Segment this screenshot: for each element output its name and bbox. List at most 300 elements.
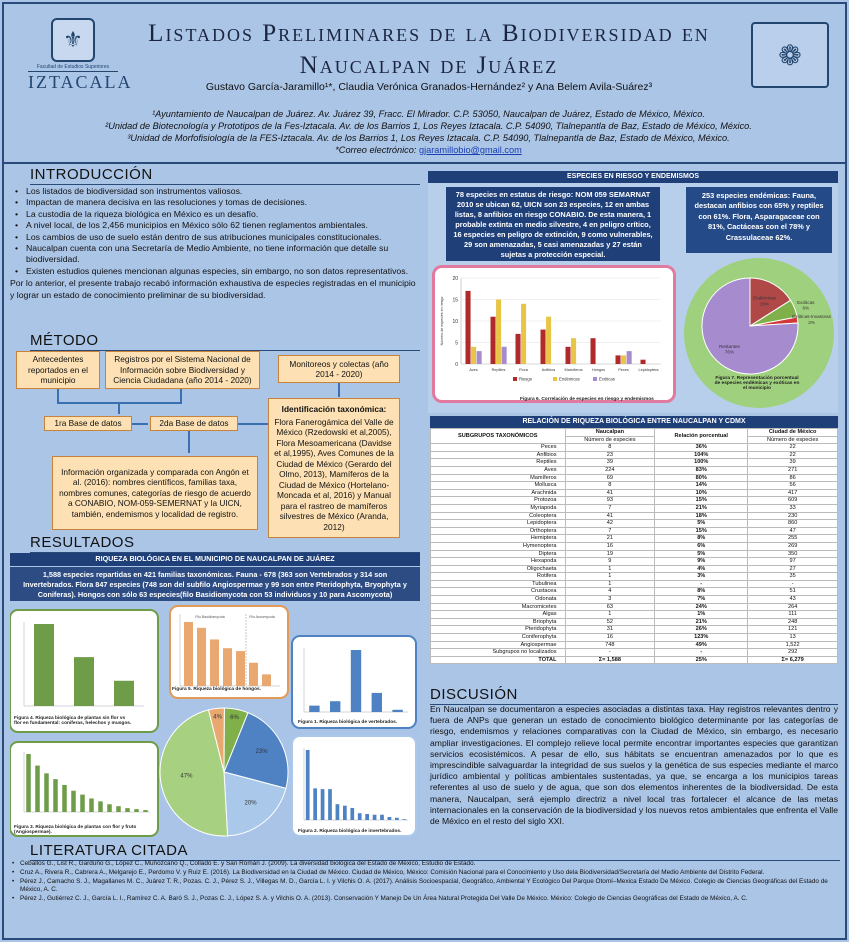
cell-naucalpan: 1 (565, 565, 655, 573)
cell-subgroup: Peces (431, 444, 566, 452)
cell-cdmx: Σ= 6,279 (748, 656, 838, 664)
intro-closing: Por lo anterior, el presente trabajo recabó información exhaustiva de especies registradas en el municipio y lograr un estado de conocimiento preliminar de su biodiversidad. (10, 278, 416, 300)
cell-cdmx: 269 (748, 542, 838, 550)
bar-riesgo (516, 334, 521, 364)
cell-relation: 6% (655, 542, 748, 550)
cell-relation: - (655, 649, 748, 657)
fig4-caption: Figura 4. Riqueza biológica de plantas sin flor vs flor en fundamental: coniferas, helechos y musgos. (14, 716, 132, 726)
cell-naucalpan: 19 (565, 550, 655, 558)
bar-riesgo (566, 347, 571, 364)
mini-bar (210, 639, 219, 686)
cell-cdmx: 111 (748, 611, 838, 619)
risk-text: 78 especies en estatus de riesgo: NOM 059 SEMARNAT 2010 se ubican 62, UICN son 23 especies, 12 en ambas listas, 8 anfibios en riesgo CONABIO. De esta manera, 1 probable extinta en medio silvestre, 4 en peligro crítico, 16 especies en peligro de extinción, 9 como vulnerables, 29 son amenazadas, 5 casi amenazadas y 27 están sujetas a protección especial. (446, 187, 660, 261)
table-row (431, 482, 838, 490)
cell-relation: 10% (655, 489, 748, 497)
y-tick-label: 0 (455, 362, 458, 368)
mini-bar (249, 663, 258, 686)
cell-cdmx: 43 (748, 596, 838, 604)
cell-subgroup: Macromicetes (431, 603, 566, 611)
cell-subgroup: Lepidoptera (431, 520, 566, 528)
cell-relation: 18% (655, 512, 748, 520)
mini-bar (34, 624, 54, 706)
cell-subgroup: Angiospermae (431, 641, 566, 649)
cell-subgroup: Oligochaeta (431, 565, 566, 573)
mini-bar (223, 648, 232, 686)
cell-subgroup: Mamíferos (431, 474, 566, 482)
cell-naucalpan: 7 (565, 527, 655, 535)
cell-relation: 15% (655, 497, 748, 505)
bar-riesgo (641, 360, 646, 364)
table-row (431, 542, 838, 550)
table-row (431, 504, 838, 512)
poster-header (4, 4, 845, 164)
cell-relation: 100% (655, 459, 748, 467)
cell-naucalpan: 748 (565, 641, 655, 649)
cell-cdmx: 22 (748, 444, 838, 452)
table-row (431, 527, 838, 535)
connector (118, 402, 120, 414)
pie-label: 76% (724, 349, 735, 355)
th-sub-cdmx: Número de especies (748, 436, 838, 444)
reference-item: • Pérez J., Camacho S. J., Magallanes M. C., Juárez T. R., Pozas. C. J., Pérez S. J., Villegas M. D., García L. I. y Vilchis O. A. (2017). Análisis Socioespacial, Geográfico, Ambiental Y Ecológico Del Parque Otomí–Mexica Estado De México. Colegio de Ciencias Geográficas del Estado de México, A. C. (10, 878, 840, 895)
cell-relation: 83% (655, 466, 748, 474)
table-row (431, 626, 838, 634)
pie-label: 4% (213, 714, 222, 721)
box-identificacion (268, 398, 400, 538)
fes-iztacala-logo (28, 18, 133, 92)
cell-relation: 26% (655, 626, 748, 634)
box-base-datos-1: 1ra Base de datos (44, 416, 132, 431)
table-row (431, 603, 838, 611)
richness-table (430, 428, 838, 664)
reference-item: • Pérez J., Gutiérrez C. J., García L. I., Ramírez C. A. Baró S. J., Pozas C. J., López S. A. y Vilchis O. A. (2013). Conservación Y Manejo De Un Área Natural Protegida Del Valle De México. México: Colegio de Ciencias Geográficas del Estado de México, A. C. (10, 895, 840, 903)
cell-cdmx: 35 (748, 573, 838, 581)
cell-relation: 4% (655, 565, 748, 573)
connector (57, 389, 59, 403)
mini-bar (350, 808, 354, 820)
endemic-text: 253 especies endémicas: Fauna, destacan anfibios con 65% y reptiles con 61%. Flora, Asparagaceae con 81%, Cactáceas con el 78% y Crassulaceae 62%. (686, 187, 832, 253)
cell-naucalpan: 1 (565, 611, 655, 619)
intro-heading: INTRODUCCIÓN (30, 166, 420, 185)
bar-endémicas (546, 317, 551, 364)
cell-subgroup: Orthoptera (431, 527, 566, 535)
mini-bar (402, 819, 406, 820)
ident-title: Identificación taxonómica: (281, 404, 387, 414)
mini-bar (62, 785, 67, 812)
cell-naucalpan: 224 (565, 466, 655, 474)
cell-subgroup: Coniferophyta (431, 634, 566, 642)
cell-subgroup: Pteridophyta (431, 626, 566, 634)
fig2-panel (292, 736, 416, 836)
mini-bar (343, 806, 347, 820)
cell-relation: 5% (655, 520, 748, 528)
table-row (431, 520, 838, 528)
y-tick-label: 5 (455, 340, 458, 347)
cell-relation: 5% (655, 550, 748, 558)
cell-relation: - (655, 580, 748, 588)
connector (238, 423, 268, 425)
cell-subgroup: Diptera (431, 550, 566, 558)
discussion-heading: DISCUSIÓN (430, 686, 838, 705)
mini-bar (98, 801, 103, 812)
bar-endémicas (571, 338, 576, 364)
email-link[interactable]: gjaramillobio@gmail.com (418, 145, 522, 155)
bar-riesgo (591, 338, 596, 364)
results-panel-title: RIQUEZA BIOLÓGICA EN EL MUNICIPIO DE NAUCALPAN DE JUÁREZ (10, 553, 420, 566)
cell-naucalpan: 39 (565, 459, 655, 467)
title-line-1: Listados Preliminares de la Biodiversidad en (148, 20, 710, 47)
cell-cdmx: 417 (748, 489, 838, 497)
mini-bar (262, 674, 271, 686)
pie-label: Exóticas-Invasoras (792, 314, 831, 320)
poster-title (134, 18, 724, 82)
bar-riesgo (541, 330, 546, 364)
cell-subgroup: Myriapoda (431, 504, 566, 512)
mini-bar (80, 795, 85, 812)
cell-cdmx: 51 (748, 588, 838, 596)
mini-bar (336, 804, 340, 820)
results-summary: 1,588 especies repartidas en 421 familias taxonómicas. Fauna - 678 (363 son Vertebrados y 314 son Invertebrados. Flora 847 especies (748 son del subfilo Angiospermae y 99 son entre Pteridophyta, Bryophyta y Coniferas). Hongos con sólo 63 especies(filo Basidiomycota con 53 individuos y 10 para Ascomycota) (10, 567, 420, 601)
mini-bar (26, 754, 31, 812)
fig3-panel (10, 742, 158, 836)
table-row (431, 634, 838, 642)
cell-cdmx: 271 (748, 466, 838, 474)
unam-seal-icon: ⚜ (51, 18, 95, 62)
cell-relation: 36% (655, 444, 748, 452)
legend-label: Exóticas (599, 376, 615, 382)
mini-bar (197, 628, 206, 686)
mini-bar (89, 798, 94, 812)
table-row (431, 451, 838, 459)
mini-bar (71, 791, 76, 812)
cell-cdmx: 292 (748, 649, 838, 657)
cell-cdmx: 56 (748, 482, 838, 490)
connector (188, 431, 190, 453)
mini-bar (306, 750, 310, 820)
cell-naucalpan: 7 (565, 504, 655, 512)
th-naucalpan: Naucalpan (565, 429, 655, 437)
table-row (431, 580, 838, 588)
table-row (431, 588, 838, 596)
mini-bar (114, 681, 134, 706)
table-row (431, 466, 838, 474)
ident-body: Flora Fanerogámica del Valle de México (Rzedowski et al,2005), Flora Mesoamericana (Davidse et al,1995), Aves Comunes de la Ciudad de México (Gerardo del Olmo, 2013), Mamíferos de la Ciudad de México (Hortelano-Moncada et al, 2016) y Manual para el rastreo de mamíferos silvestres de México (Aranda, 2012) (274, 416, 394, 532)
cell-subgroup: Aves (431, 466, 566, 474)
cell-cdmx: 33 (748, 504, 838, 512)
x-tick-label: Mamíferos (564, 368, 583, 372)
mini-bar (365, 814, 369, 820)
cell-subgroup: Tubulinea (431, 580, 566, 588)
cell-naucalpan: 16 (565, 542, 655, 550)
cell-relation: 8% (655, 535, 748, 543)
cell-cdmx: 27 (748, 565, 838, 573)
pie-label: 6% (230, 715, 239, 722)
th-relation: Relación porcentual (655, 429, 748, 444)
x-tick-label: Flora (519, 368, 528, 372)
cell-naucalpan: 8 (565, 444, 655, 452)
cell-naucalpan: 1 (565, 580, 655, 588)
cell-relation: 25% (655, 656, 748, 664)
mini-bar (372, 693, 382, 712)
affiliation-2: ²Unidad de Biotecnología y Prototipos de la Fes-Iztacala. Av. de los Barrios 1, Los Reyes Iztacala. C.P. 54090, Tlalnepantla de Baz, Estado de México, México. (105, 121, 752, 131)
fig2-caption: Figura 2. Riqueza biológica de invertebrados. (298, 829, 402, 834)
title-line-2: Naucalpan de Juárez (299, 52, 559, 79)
x-tick-label: Lepidoptera (638, 368, 659, 372)
table-row (431, 641, 838, 649)
cell-cdmx: 860 (748, 520, 838, 528)
legend-label: Riesgo (519, 376, 533, 382)
pie-label: 23% (255, 749, 268, 756)
cell-subgroup: Algas (431, 611, 566, 619)
intro-bullet: • Existen estudios quienes mencionan algunas especies, sin embargo, no son datos representativos. (10, 266, 420, 277)
fig3-caption: Figura 3. Riqueza biológica de plantas con flor y fruto (Angiospermae). (14, 825, 137, 835)
cell-relation: 14% (655, 482, 748, 490)
box-monitoreos: Monitoreos y colectas (año 2014 - 2020) (278, 355, 400, 383)
logo-subtitle: Facultad de Estudios Superiores (36, 64, 110, 70)
cell-subgroup: Coleoptera (431, 512, 566, 520)
bar-endémicas (621, 355, 626, 364)
fig5-group-label: Filo Ascomycota (249, 615, 275, 619)
table-row (431, 444, 838, 452)
fig5-caption: Figura 5. Riqueza biológica de hongos. (172, 687, 262, 692)
mini-bar (35, 766, 40, 812)
bar-riesgo (466, 291, 471, 364)
y-tick-label: 10 (452, 319, 458, 325)
cell-cdmx: 1,522 (748, 641, 838, 649)
pie-label: Exóticas (797, 299, 815, 305)
cell-naucalpan: 63 (565, 603, 655, 611)
cell-relation: 21% (655, 504, 748, 512)
table-panel-title: RELACIÓN DE RIQUEZA BIOLÓGICA ENTRE NAUCALPAN Y CDMX (430, 416, 838, 428)
cell-naucalpan: 9 (565, 558, 655, 566)
cell-naucalpan: 4 (565, 588, 655, 596)
intro-bullet: • Impactan de manera decisiva en las resoluciones y tomas de decisiones. (10, 197, 420, 208)
th-cdmx: Ciudad de México (748, 429, 838, 437)
mini-bar (53, 779, 58, 812)
intro-bullet: • La custodia de la riqueza biológica en México es un desafío. (10, 209, 420, 220)
cell-relation: 80% (655, 474, 748, 482)
y-axis-label: Número de especies en riesgo (440, 296, 444, 346)
cell-subgroup: Odonata (431, 596, 566, 604)
literature-heading: LITERATURA CITADA (30, 842, 840, 861)
cell-naucalpan: 41 (565, 512, 655, 520)
cell-naucalpan: 52 (565, 618, 655, 626)
cell-cdmx: 39 (748, 459, 838, 467)
mini-bar (351, 650, 361, 712)
th-subgroups: SUBGRUPOS TAXONÓMICOS (431, 429, 566, 444)
mini-bar (392, 710, 402, 712)
reference-item: • Cruz A., Rivera R., Cabrera A., Melgarejo E., Perdomo V. y Ruiz E. (2016). La Biodiversidad en la Ciudad de México. Ciudad de México, México: Comisión Nacional para el Conocimiento y Uso dela Biodiversidad/Secretaría del Medio Ambiente del Distrito Federal. (10, 869, 840, 877)
box-antecedentes: Antecedentes reportados en el municipio (16, 351, 100, 389)
bar-exóticas (502, 347, 507, 364)
cell-relation: 49% (655, 641, 748, 649)
fig1-caption: Figura 1. Riqueza biológica de vertebrados. (298, 720, 398, 725)
bar-exóticas (627, 351, 632, 364)
bar-endémicas (471, 347, 476, 364)
fig6-caption: Figura 6. Correlación de especies en riesgo y endemismos (520, 397, 654, 402)
mini-bar (373, 815, 377, 820)
cell-subgroup: Subgrupos no localizados (431, 649, 566, 657)
results-pie (160, 708, 288, 836)
cell-relation: 7% (655, 596, 748, 604)
table-row (431, 535, 838, 543)
table-row (431, 489, 838, 497)
pie-label: 16% (759, 301, 770, 307)
affiliations (8, 108, 849, 156)
bar-endémicas (496, 300, 501, 365)
mini-bar (143, 810, 148, 812)
table-row (431, 459, 838, 467)
fig7-caption: Figura 7. Representación porcentual de especies endémicas y exóticas en el municipio (714, 376, 800, 391)
mini-bar (44, 773, 49, 812)
fig5-group-label: Filo Basidiomycota (195, 615, 225, 619)
cell-subgroup: Hymenoptera (431, 542, 566, 550)
results-heading: RESULTADOS (30, 534, 420, 553)
table-row (431, 596, 838, 604)
fig6-panel (432, 265, 676, 403)
authors: Gustavo García-Jaramillo¹*, Claudia Verónica Granados-Hernández² y Ana Belem Avila-Suárez³ (205, 81, 653, 93)
affiliation-1: ¹Ayuntamiento de Naucalpan de Juárez. Av. Juárez 39, Fracc. El Mirador. C.P. 53050, Naucalpan de Juárez, Estado de México, México. (152, 109, 705, 119)
x-tick-label: Anfibios (541, 368, 556, 372)
cell-subgroup: Reptiles (431, 459, 566, 467)
cell-cdmx: 255 (748, 535, 838, 543)
bar-endémicas (521, 304, 526, 364)
cell-cdmx: 22 (748, 451, 838, 459)
cell-cdmx: 264 (748, 603, 838, 611)
table-row (431, 550, 838, 558)
intro-bullet: • Naucalpan cuenta con una Secretaría de Medio Ambiente, no tiene información que detalle su biodiversidad. (10, 243, 420, 266)
mini-bar (380, 815, 384, 820)
cell-relation: 1% (655, 611, 748, 619)
legend-label: Endémicas (559, 376, 580, 382)
cell-naucalpan: 16 (565, 634, 655, 642)
fig6-chart (435, 268, 673, 400)
cell-naucalpan: 1 (565, 573, 655, 581)
pie-label: 47% (180, 773, 193, 780)
connector (180, 389, 182, 403)
connector (338, 383, 340, 397)
cell-naucalpan: 8 (565, 482, 655, 490)
cell-relation: 123% (655, 634, 748, 642)
mini-bar (358, 813, 362, 820)
pie-label: Restantes (719, 343, 740, 349)
cell-cdmx: 13 (748, 634, 838, 642)
cell-cdmx: 230 (748, 512, 838, 520)
box-informacion: Información organizada y comparada con Angón et al. (2016): nombres científicos, familias taxa, nombres comunes, categorías de riesgo de acuerdo a CONABIO, NOM-059-SEMERNAT y la UICN, también, endemismos y localidad de registro. (52, 456, 258, 530)
mini-bar (74, 657, 94, 706)
mini-bar (395, 818, 399, 820)
cell-naucalpan: 69 (565, 474, 655, 482)
email-line (8, 144, 849, 156)
cell-relation: 9% (655, 558, 748, 566)
cell-relation: 8% (655, 588, 748, 596)
cell-subgroup: Hemiptera (431, 535, 566, 543)
cell-naucalpan: 41 (565, 489, 655, 497)
table-row (431, 611, 838, 619)
mini-bar (328, 789, 332, 820)
email-label: *Correo electrónico: (335, 145, 419, 155)
cell-cdmx: 121 (748, 626, 838, 634)
bar-riesgo (616, 355, 621, 364)
cell-naucalpan: Σ= 1,588 (565, 656, 655, 664)
cell-relation: 21% (655, 618, 748, 626)
cell-cdmx: 609 (748, 497, 838, 505)
intro-bullet: • A nivel local, de los 2,456 municipios en México sólo 62 tienen reglamentos ambientales. (10, 220, 420, 231)
cell-naucalpan: 31 (565, 626, 655, 634)
table-row (431, 512, 838, 520)
cell-cdmx: 350 (748, 550, 838, 558)
cell-cdmx: 97 (748, 558, 838, 566)
bar-exóticas (477, 351, 482, 364)
mini-bar (116, 806, 121, 812)
table-row (431, 474, 838, 482)
intro-list (10, 186, 420, 301)
x-tick-label: Aves (469, 368, 478, 372)
connector (132, 423, 148, 425)
mini-bar (236, 651, 245, 686)
cell-naucalpan: 42 (565, 520, 655, 528)
pie-label: Endémicas (753, 295, 776, 301)
institution-logo-icon: ❁ (751, 22, 829, 88)
mini-bar (107, 804, 112, 812)
literature-list (10, 860, 840, 904)
cell-relation: 104% (655, 451, 748, 459)
mini-bar (184, 622, 193, 686)
x-tick-label: Reptiles (491, 368, 506, 372)
cell-subgroup: Briophyta (431, 618, 566, 626)
affiliation-3: ³Unidad de Morfofisiología de la FES-Iztacala. Av. de los Barrios 1, Los Reyes Iztacala. C.P. 54090, Tlalnepantla de Baz, Estado de México, México. (127, 133, 730, 143)
table-row (431, 558, 838, 566)
cell-naucalpan: 21 (565, 535, 655, 543)
cell-relation: 3% (655, 573, 748, 581)
x-tick-label: Hongos (591, 368, 606, 372)
intro-bullet: • Los cambios de uso de suelo están dentro de sus atribuciones municipales constitucionales. (10, 232, 420, 243)
legend-swatch (513, 377, 517, 381)
mini-bar (125, 808, 130, 812)
cell-naucalpan: 3 (565, 596, 655, 604)
cell-naucalpan: - (565, 649, 655, 657)
cell-subgroup: Anfibios (431, 451, 566, 459)
pie-label: 6% (802, 305, 810, 311)
cell-cdmx: 47 (748, 527, 838, 535)
cell-subgroup: Hexapoda (431, 558, 566, 566)
legend-swatch (553, 377, 557, 381)
cell-subgroup: Protozoa (431, 497, 566, 505)
cell-relation: 15% (655, 527, 748, 535)
mini-bar (321, 789, 325, 820)
mini-bar (330, 701, 340, 712)
cell-subgroup: Rotifera (431, 573, 566, 581)
cell-relation: 24% (655, 603, 748, 611)
cell-subgroup: Crustacea (431, 588, 566, 596)
mini-bar (313, 788, 317, 820)
th-sub-naucalpan: Número de especies (565, 436, 655, 444)
table-row (431, 618, 838, 626)
cell-subgroup: Mollusca (431, 482, 566, 490)
cell-cdmx: 86 (748, 474, 838, 482)
logo-text: IZTACALA (28, 72, 133, 92)
y-tick-label: 15 (452, 297, 458, 304)
cell-cdmx: - (748, 580, 838, 588)
discussion-text: En Naucalpan se documentaron a especies asociadas a distintas taxa. Hay registros relevantes dentro y fuera de ANPs que generan un estado de conocimiento biológico determinante por las categorías de riesgo, endemismos y relaciones comparativas con la Ciudad de México, sin embargo, es necesario ampliar investigaciones. El complejo relieve local permite encontrar importantes especies que garantizan servicios ecosistémicos. A pesar de ello, sus hábitats se encuentran amenazados por lo que es imprescindible salvaguardar la integridad de sus suelos y la genética de sus especies mediante el marco jurídico ambiental y políticas ambientales sustentadas, ya que, se encarga a los municipios tareas referentes al uso de suelo y de agua, que son dos elementos inherentes de la biodiversidad. De esta manera, Naucalpan, será ejemplo directriz a nivel local tras fortalecer el alcance de las metas internacionales en la conservación de la biodiversidad y los nuevos retos ambientales que enfrenta el Valle de México en el resto del siglo XXI. (430, 704, 838, 827)
y-tick-label: 20 (452, 276, 458, 282)
pie-label: 20% (244, 800, 257, 807)
table-row (431, 565, 838, 573)
method-heading: MÉTODO (30, 332, 420, 351)
mini-bar (134, 809, 139, 812)
bar-riesgo (491, 317, 496, 364)
box-base-datos-2: 2da Base de datos (150, 416, 238, 431)
